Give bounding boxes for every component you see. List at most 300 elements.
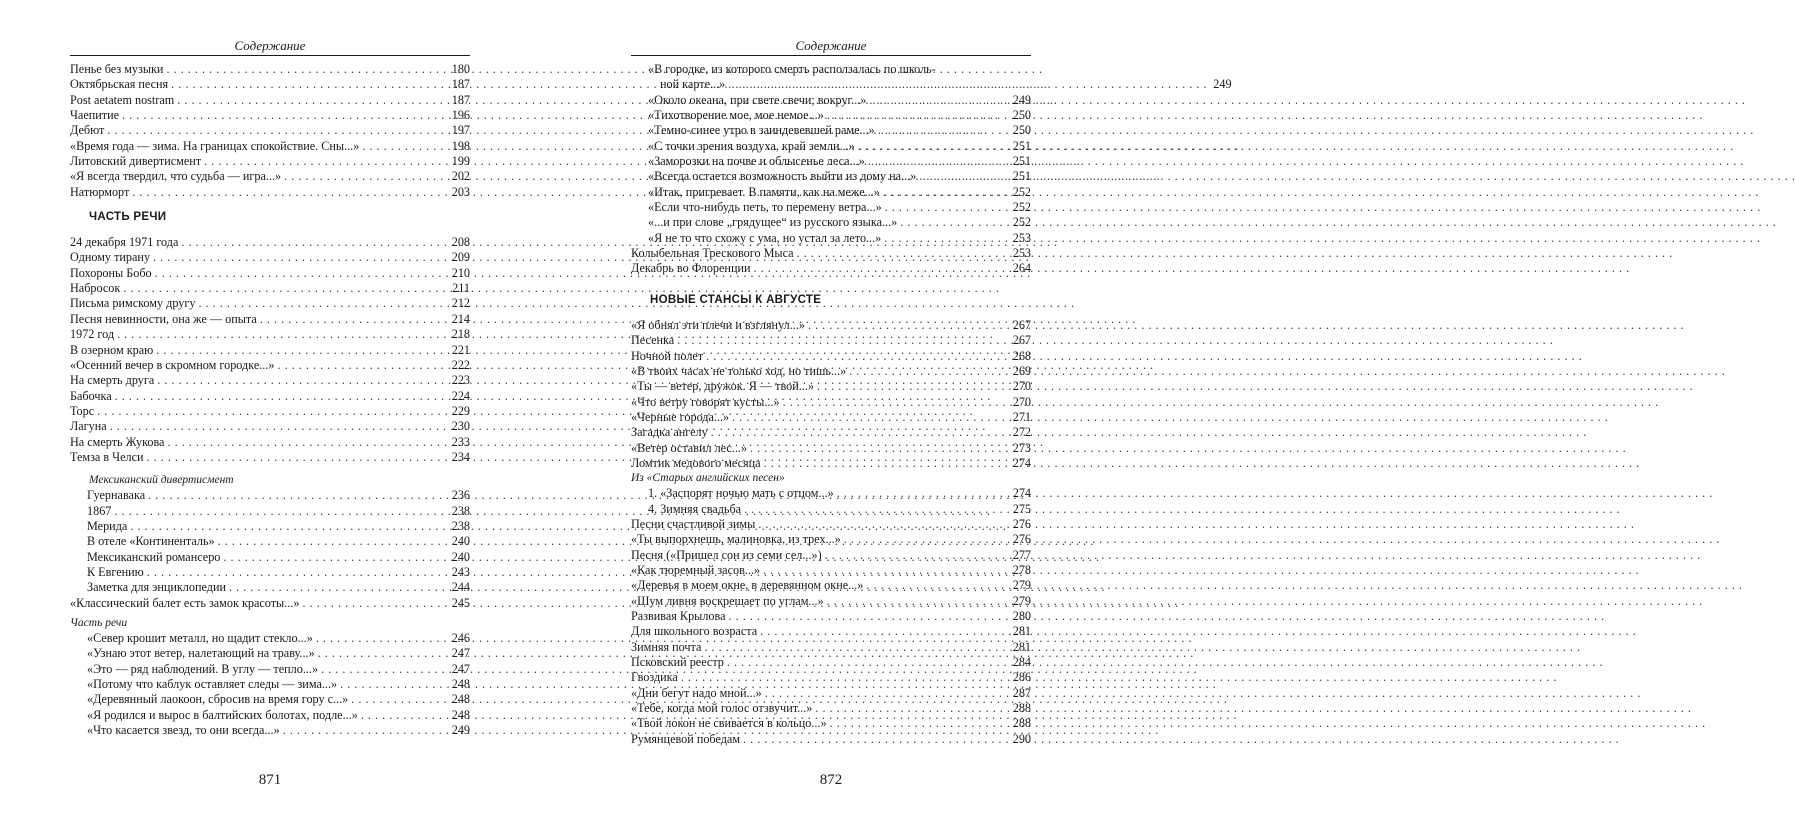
toc-entry-page: 267 <box>1012 317 1031 332</box>
leader-dots <box>765 686 1006 701</box>
toc-entry <box>70 185 470 200</box>
toc-entry <box>631 410 1031 425</box>
toc-entry-page: 222 <box>451 357 470 372</box>
toc-entry-title: Песня («Пришел сон из семи сел...») <box>631 547 822 562</box>
toc-entry <box>631 425 1031 440</box>
toc-entry-page: 252 <box>1012 200 1031 215</box>
toc-entry <box>70 708 470 723</box>
leader-dots <box>166 62 445 77</box>
toc-entry-title: Ломтик медового месяца <box>631 455 761 470</box>
toc-block <box>70 62 470 200</box>
toc-entry-title: «Классический балет есть замок красоты...» <box>70 595 300 610</box>
leader-dots <box>361 708 445 723</box>
toc-entry-title: Лагуна <box>70 419 107 434</box>
toc-entry-page: 250 <box>1012 108 1031 123</box>
leader-dots <box>758 517 1006 532</box>
toc-entry-page: 288 <box>1012 701 1031 716</box>
toc-entry-title: «Заморозки на почве и облысенье леса...» <box>648 154 865 169</box>
leader-dots <box>218 534 445 549</box>
toc-entry <box>631 532 1031 547</box>
toc-entry-page: 252 <box>1012 215 1031 230</box>
page-number: 872 <box>819 772 843 788</box>
leader-dots <box>117 327 445 342</box>
toc-entry <box>70 580 470 595</box>
toc-entry-title: Набросок <box>70 281 121 296</box>
leader-dots <box>825 548 1006 563</box>
toc-entry <box>70 504 470 519</box>
toc-entry-page: 279 <box>1012 593 1031 608</box>
toc-entry-title: «Тихотворение мое, мое немое...» <box>648 108 824 123</box>
toc-entry-title: «Узнаю этот ветер, налетающий на траву...» <box>87 646 315 661</box>
leader-dots <box>156 343 445 358</box>
leader-dots <box>316 631 445 646</box>
toc-entry <box>631 517 1031 532</box>
toc-entry-title: Письма римскому другу <box>70 296 196 311</box>
toc-entry-page: 248 <box>451 707 470 722</box>
toc-entry-title: Псковский реестр <box>631 655 724 670</box>
header-rule <box>70 55 470 56</box>
toc-entry-title: «Я родился и вырос в балтийских болотах, подле...» <box>87 707 358 722</box>
toc-entry-title: 4. Зимняя свадьба <box>648 501 742 516</box>
leader-dots <box>318 646 445 661</box>
toc-entry <box>70 596 470 611</box>
toc-entry-title: Заметка для энциклопедии <box>87 580 227 595</box>
toc-entry-title: Для школьного возраста <box>631 624 758 639</box>
toc-entry-title: Темза в Челси <box>70 449 144 464</box>
toc-entry-page: 247 <box>451 646 470 661</box>
toc-entry <box>631 502 1031 517</box>
toc-entry <box>70 662 470 677</box>
toc-entry-page: 224 <box>451 388 470 403</box>
toc-entry-page: 187 <box>451 77 470 92</box>
toc-block <box>70 235 470 465</box>
toc-entry-page: 209 <box>451 250 470 265</box>
leader-dots <box>278 358 446 373</box>
leader-dots <box>837 486 1006 501</box>
toc-block <box>631 318 1031 471</box>
toc-entry <box>70 631 470 646</box>
leader-dots <box>147 450 445 465</box>
toc-entry-page: 180 <box>451 62 470 76</box>
toc-entry-page: 272 <box>1012 425 1031 440</box>
leader-dots <box>123 281 445 296</box>
toc-entry-page: 243 <box>451 564 470 579</box>
leader-dots <box>869 93 1006 108</box>
toc-entry-title: Развивая Крылова <box>631 609 726 623</box>
toc-entry-page: 199 <box>451 154 470 169</box>
toc-entry-page: 246 <box>451 631 470 645</box>
toc-entry-title: Румянцевой победам <box>631 731 741 746</box>
toc-entry <box>631 364 1031 379</box>
toc-entry <box>70 435 470 450</box>
toc-entry <box>631 246 1031 261</box>
toc-entry <box>631 154 1031 169</box>
toc-entry-title: «Твой локон не свивается в кольцо...» <box>631 716 827 731</box>
toc-block <box>631 517 1031 747</box>
toc-entry <box>631 670 1031 685</box>
toc-entry-title: Загадка ангелу <box>631 425 708 440</box>
leader-dots <box>284 169 445 184</box>
toc-entry-page: 223 <box>451 373 470 388</box>
leader-dots <box>340 677 445 692</box>
toc-entry-page: 278 <box>1012 562 1031 577</box>
toc-entry <box>631 261 1031 276</box>
toc-entry-page: 251 <box>1012 169 1031 184</box>
leader-dots <box>153 250 445 265</box>
toc-entry-page: 275 <box>1012 501 1031 516</box>
toc-entry-title: «Дни бегут надо мной...» <box>631 685 762 700</box>
toc-entry <box>70 296 470 311</box>
toc-entry-page: 267 <box>1012 333 1031 348</box>
toc-entry <box>631 62 1232 93</box>
toc-entry-page: 274 <box>1012 455 1031 470</box>
toc-block <box>631 246 1031 277</box>
section-title: НОВЫЕ СТАНСЫ К АВГУСТЕ <box>650 293 822 306</box>
toc-entry-title: «Время года — зима. На границах спокойствие. Сны...» <box>70 138 360 153</box>
leader-dots <box>883 185 1006 200</box>
leader-dots <box>362 139 445 154</box>
toc-entry-title: Чаепитие <box>70 108 120 123</box>
toc-entry-title: На смерть друга <box>70 373 155 388</box>
toc-entry <box>70 108 470 123</box>
toc-entry-title: «Ты — ветер, дружок. Я — твой...» <box>631 379 814 394</box>
toc-entry <box>631 563 1031 578</box>
leader-dots <box>743 732 1006 747</box>
toc-entry-page: 270 <box>1012 379 1031 394</box>
leader-dots <box>706 349 1006 364</box>
toc-entry-title: «Деревья в моем окне, в деревянном окне...» <box>631 578 864 593</box>
toc-entry-page: 249 <box>451 723 470 738</box>
toc-entry-title: 1972 год <box>70 327 115 342</box>
toc-entry-title: «Ветер оставил лес...» <box>631 440 748 455</box>
toc-block <box>70 631 470 738</box>
toc-entry-title: «Темно-синее утро в заиндевевшей раме...» <box>648 123 875 138</box>
toc-entry-page: 212 <box>451 296 470 311</box>
toc-entry <box>70 389 470 404</box>
leader-dots <box>181 235 445 250</box>
toc-entry <box>631 200 1031 215</box>
toc-entry-page: 244 <box>451 580 470 595</box>
leader-dots <box>171 77 445 92</box>
toc-entry-page: 214 <box>451 311 470 326</box>
leader-dots <box>115 389 445 404</box>
toc-entry-title: Гуернавака <box>87 488 146 503</box>
leader-dots <box>815 701 1006 716</box>
toc-entry-title: К Евгению <box>87 564 144 579</box>
header-rule <box>631 55 1031 56</box>
toc-entry <box>70 519 470 534</box>
leader-dots <box>728 77 1206 92</box>
toc-entry <box>631 732 1031 747</box>
toc-entry <box>70 550 470 565</box>
toc-entry-page: 280 <box>1012 609 1031 623</box>
toc-entry-title: Песни счастливой зимы <box>631 516 756 531</box>
leader-dots <box>132 185 445 200</box>
toc-entry-title: Похороны Бобо <box>70 265 152 280</box>
leader-dots <box>302 596 445 611</box>
toc-entry-page: 229 <box>451 403 470 418</box>
toc-entry-title: «Я обнял эти плечи и взглянул...» <box>631 317 805 332</box>
toc-entry-title: Октябрьская песня <box>70 77 169 92</box>
toc-entry-page: 211 <box>452 281 470 296</box>
toc-entry-title: «Что касается звезд, то они всегда...» <box>87 723 280 738</box>
toc-entry-title: Пенье без музыки <box>70 62 164 76</box>
toc-block <box>631 93 1031 246</box>
leader-dots <box>727 655 1006 670</box>
leader-dots <box>827 108 1006 123</box>
toc-entry-title: «Тебе, когда мой голос отзвучит...» <box>631 701 813 716</box>
toc-entry-title: «Если что-нибудь петь, то перемену ветра...» <box>648 200 882 215</box>
leader-dots <box>844 532 1006 547</box>
toc-entry <box>70 250 470 265</box>
leader-dots <box>260 312 445 327</box>
toc-entry <box>70 235 470 250</box>
toc-entry-title: Мерида <box>87 518 128 533</box>
toc-entry <box>631 185 1031 200</box>
leader-dots <box>849 364 1006 379</box>
leader-dots <box>155 266 445 281</box>
leader-dots <box>754 261 1006 276</box>
toc-entry-page: 273 <box>1012 440 1031 455</box>
toc-entry-page: 233 <box>451 434 470 449</box>
toc-entry <box>631 655 1031 670</box>
toc-entry <box>631 716 1031 731</box>
toc-entry <box>70 692 470 707</box>
toc-entry-page: 274 <box>1012 486 1031 501</box>
toc-entry-page: 247 <box>451 661 470 676</box>
toc-entry-title: Песенка <box>631 333 675 348</box>
leader-dots <box>797 246 1006 261</box>
toc-entry-title: Колыбельная Трескового Мыса <box>631 246 794 261</box>
toc-entry-title: «Осенний вечер в скромном городке...» <box>70 357 275 372</box>
toc-entry-title: «В городке, из которого смерть расползалась по школь- <box>648 62 936 76</box>
toc-entry-title: Мексиканский романсеро <box>87 549 221 564</box>
toc-entry <box>631 486 1031 501</box>
leader-dots <box>130 519 445 534</box>
toc-entry-page: 249 <box>1012 92 1031 107</box>
toc-entry-page: 240 <box>451 549 470 564</box>
toc-entry <box>631 123 1031 138</box>
leader-dots <box>198 296 445 311</box>
toc-entry-title: На смерть Жукова <box>70 434 165 449</box>
toc-entry-page: 276 <box>1012 516 1031 531</box>
toc-entry <box>70 488 470 503</box>
toc-entry-title: Post aetatem nostram <box>70 92 175 107</box>
leader-dots <box>900 215 1006 230</box>
leader-dots <box>884 231 1006 246</box>
leader-dots <box>711 425 1006 440</box>
toc-entry-page: 236 <box>451 488 470 503</box>
leader-dots <box>148 488 445 503</box>
toc-entry-page: 210 <box>451 265 470 280</box>
toc-entry-page: 221 <box>451 342 470 357</box>
toc-entry-page: 270 <box>1012 394 1031 409</box>
toc-entry-page: 276 <box>1012 532 1031 547</box>
leader-dots <box>744 502 1006 517</box>
page-number: 871 <box>258 772 282 788</box>
toc-entry-page: 230 <box>451 419 470 434</box>
toc-entry <box>70 77 470 92</box>
toc-entry-title: «Как тюремный засов...» <box>631 562 761 577</box>
toc-entry-title: «Ты выпорхнешь, малиновка, из трех...» <box>631 532 841 547</box>
toc-entry-page: 279 <box>1012 578 1031 593</box>
toc-entry-title: «Деревянный лаокоон, сбросив на время гору с...» <box>87 692 349 707</box>
toc-entry <box>631 578 1031 593</box>
toc-entry <box>70 677 470 692</box>
toc-entry <box>70 646 470 661</box>
leader-dots <box>107 123 445 138</box>
leader-dots <box>866 578 1006 593</box>
toc-entry-page: 245 <box>451 595 470 610</box>
toc-entry-page: 187 <box>451 92 470 107</box>
toc-entry-title: «Шум ливня воскрешает по углам...» <box>631 593 824 608</box>
leader-dots <box>704 640 1006 655</box>
toc-entry <box>70 312 470 327</box>
toc-entry <box>70 266 470 281</box>
toc-entry-page: 203 <box>451 184 470 199</box>
leader-dots <box>177 93 445 108</box>
toc-block <box>70 488 470 595</box>
toc-entry <box>70 723 470 738</box>
subsection-heading: Часть речи <box>70 617 128 629</box>
toc-entry-title: «Что ветру говорят кусты...» <box>631 394 780 409</box>
toc-entry-title: «Черные города...» <box>631 409 730 424</box>
toc-entry-page: 196 <box>451 108 470 123</box>
toc-entry <box>70 450 470 465</box>
leader-dots <box>204 154 445 169</box>
toc-entry-title: 1. «Заспорят ночью мать с отцом...» <box>648 486 834 501</box>
toc-entry <box>70 373 470 388</box>
toc-entry-page: 208 <box>451 235 470 250</box>
toc-entry-title: «Около океана, при свете свечи; вокруг...» <box>648 92 867 107</box>
toc-entry-page: 284 <box>1012 655 1031 670</box>
toc-entry-page: 197 <box>451 123 470 138</box>
leader-dots <box>760 624 1006 639</box>
toc-entry <box>631 395 1031 410</box>
leader-dots <box>732 410 1006 425</box>
left-page <box>70 38 470 738</box>
leader-dots <box>167 435 445 450</box>
toc-entry-title: Ночной полет <box>631 348 704 363</box>
toc-entry-page: 277 <box>1012 547 1031 562</box>
toc-entry-page: 240 <box>451 534 470 549</box>
toc-entry <box>70 154 470 169</box>
toc-entry <box>631 139 1031 154</box>
toc-entry-title: Натюрморт <box>70 184 130 199</box>
right-page <box>631 38 1232 747</box>
leader-dots <box>827 594 1006 609</box>
leader-dots <box>878 123 1006 138</box>
toc-entry-title: «...и при слове „грядущее“ из русского языка...» <box>648 215 898 230</box>
leader-dots <box>97 404 445 419</box>
toc-entry-page: 264 <box>1012 261 1031 276</box>
toc-entry <box>70 93 470 108</box>
toc-entry <box>70 358 470 373</box>
toc-entry-page: 202 <box>451 169 470 184</box>
toc-entry-title: «В твоих часах не только ход, но тишь...» <box>631 363 847 378</box>
toc-entry-page: 198 <box>451 138 470 153</box>
leader-dots <box>157 373 445 388</box>
leader-dots <box>885 200 1006 215</box>
toc-entry <box>631 379 1031 394</box>
toc-entry <box>70 534 470 549</box>
toc-entry <box>631 215 1031 230</box>
toc-entry-page: 234 <box>451 449 470 464</box>
leader-dots <box>681 670 1006 685</box>
leader-dots <box>817 379 1006 394</box>
toc-entry <box>70 343 470 358</box>
toc-entry-page: 249 <box>1213 77 1232 92</box>
leader-dots <box>351 692 445 707</box>
leader-dots <box>229 580 445 595</box>
toc-entry <box>631 609 1031 624</box>
toc-entry <box>631 686 1031 701</box>
toc-entry-title: В отеле «Континенталь» <box>87 534 215 549</box>
toc-entry <box>631 231 1031 246</box>
leader-dots <box>764 456 1006 471</box>
leader-dots <box>783 395 1006 410</box>
leader-dots <box>223 550 445 565</box>
toc-entry-page: 269 <box>1012 363 1031 378</box>
toc-entry <box>70 123 470 138</box>
toc-entry-title: Песня невинности, она же — опыта <box>70 311 257 326</box>
toc-entry-title: Декабрь во Флоренции <box>631 261 751 276</box>
leader-dots <box>858 139 1006 154</box>
toc-entry-page: 288 <box>1012 716 1031 731</box>
toc-entry <box>70 419 470 434</box>
toc-entry <box>631 318 1031 333</box>
leader-dots <box>147 565 445 580</box>
toc-entry <box>631 594 1031 609</box>
leader-dots <box>808 318 1006 333</box>
toc-entry <box>631 624 1031 639</box>
toc-entry-page: 251 <box>1012 138 1031 153</box>
toc-entry-page: 253 <box>1012 246 1031 261</box>
toc-entry-page: 248 <box>451 677 470 692</box>
toc-entry-page: 250 <box>1012 123 1031 138</box>
leader-dots <box>321 662 445 677</box>
toc-entry-title: «Север крошит металл, но щадит стекло...» <box>87 631 313 645</box>
toc-entry <box>631 333 1031 348</box>
running-head: Содержание <box>795 38 867 53</box>
toc-entry-page: 248 <box>451 692 470 707</box>
section-title: ЧАСТЬ РЕЧИ <box>89 211 167 224</box>
toc-entry-page: 268 <box>1012 348 1031 363</box>
subsection-heading: Мексиканский дивертисмент <box>89 474 234 487</box>
toc-entry-page: 290 <box>1012 731 1031 746</box>
leader-dots <box>830 716 1006 731</box>
toc-entry <box>631 701 1031 716</box>
toc-entry <box>70 565 470 580</box>
toc-entry-title: Бабочка <box>70 388 112 403</box>
toc-entry-title: В озерном краю <box>70 342 154 357</box>
toc-entry <box>631 169 1031 184</box>
toc-block <box>631 486 1031 517</box>
toc-entry-page: 218 <box>451 327 470 342</box>
toc-entry-title: Литовский дивертисмент <box>70 154 202 169</box>
toc-entry-page: 281 <box>1012 639 1031 654</box>
toc-entry-title: Торс <box>70 403 95 418</box>
toc-entry-page: 238 <box>451 518 470 533</box>
toc-entry <box>70 404 470 419</box>
leader-dots <box>283 723 445 738</box>
toc-entry-title: «Всегда остается возможность выйти из дому на...» <box>648 169 917 184</box>
toc-entry-title: «Итак, пригревает. В памяти, как на меже...» <box>648 184 880 199</box>
toc-entry <box>70 281 470 296</box>
leader-dots <box>114 504 445 519</box>
toc-block <box>70 596 470 611</box>
toc-entry-page: 238 <box>451 503 470 518</box>
